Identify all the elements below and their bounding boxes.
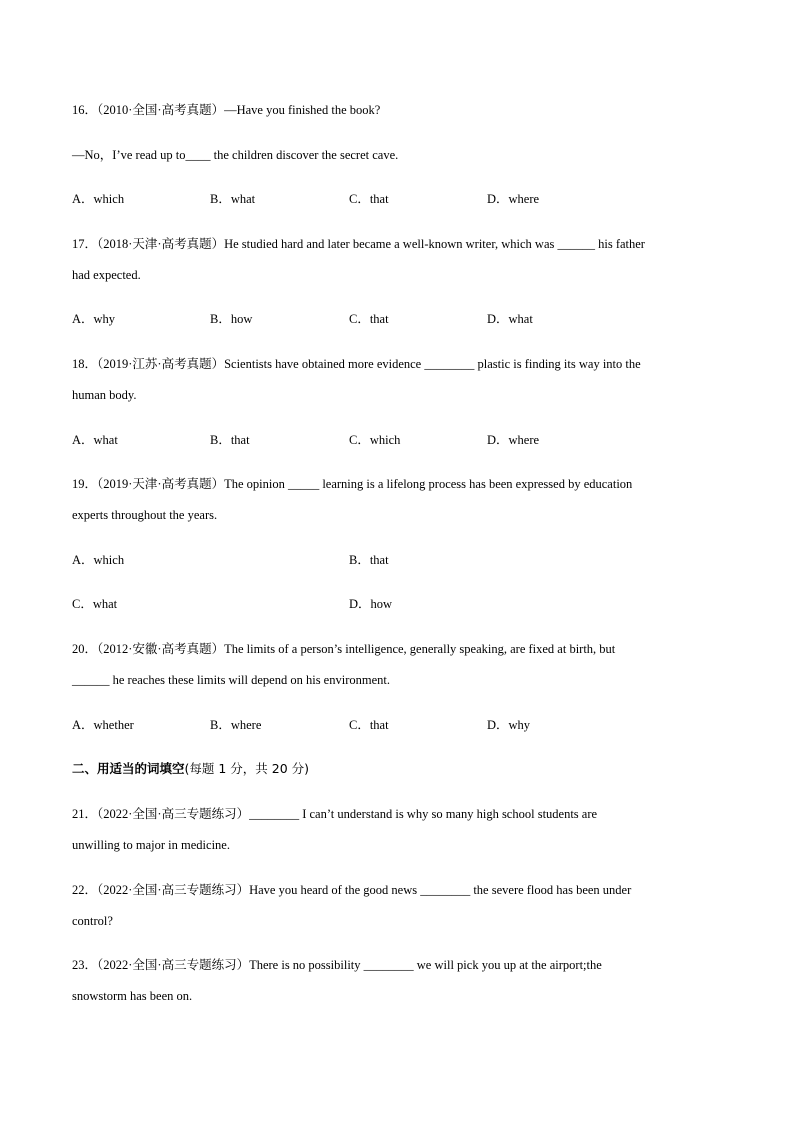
section-title: 二、用适当的词填空 [72,761,185,776]
q16-option-a: A．which [72,192,125,206]
q21-stem-cont: unwilling to major in medicine. [72,838,230,852]
q16-stem: 16．（2010·全国·高考真题）—Have you finished the book? [72,103,381,117]
q17-stem: 17．（2018·天津·高考真题）He studied hard and later became a well-known writer, which was ______ his father [72,237,645,251]
q16-option-d: D．where [487,192,540,206]
q16-option-c: C．that [349,192,389,206]
q18-option-a: A．what [72,433,118,447]
q18-stem-cont: human body. [72,388,137,402]
q17-option-c: C．that [349,312,389,326]
q19-stem-cont: experts throughout the years. [72,508,218,522]
q17-option-a: A．why [72,312,116,326]
section-heading [72,761,309,777]
q21-stem: 21．（2022·全国·高三专题练习）________ I can’t understand is why so many high school students are [72,807,598,821]
q18-option-d: D．where [487,433,540,447]
q19-option-c: C．what [72,597,118,611]
q20-stem-cont: ______ he reaches these limits will depend on his environment. [72,673,390,687]
q18-stem: 18．（2019·江苏·高考真题）Scientists have obtained more evidence ________ plastic is finding its way into the [72,357,641,371]
q23-stem-cont: snowstorm has been on. [72,989,193,1003]
q19-option-a: A．which [72,553,125,567]
q20-option-b: B．where [210,718,262,732]
q20-option-c: C．that [349,718,389,732]
q19-option-d: D．how [349,597,393,611]
q22-stem-cont: control? [72,914,113,928]
q19-stem: 19．（2019·天津·高考真题）The opinion _____ learning is a lifelong process has been expressed by education [72,477,633,491]
q16-option-b: B．what [210,192,256,206]
q17-option-d: D．what [487,312,533,326]
q22-stem: 22．（2022·全国·高三专题练习）Have you heard of the good news ________ the severe flood has been under [72,883,632,897]
q17-stem-cont: had expected. [72,268,141,282]
q17-option-b: B．how [210,312,253,326]
q20-option-d: D．why [487,718,531,732]
q23-stem: 23．（2022·全国·高三专题练习）There is no possibility ________ we will pick you up at the airport;the [72,958,602,972]
section-scoring: (每题 1 分，共 20 分) [184,761,310,776]
q20-stem: 20．（2012·安徽·高考真题）The limits of a person’s intelligence, generally speaking, are fixed at birth, but [72,642,616,656]
q18-option-c: C．which [349,433,401,447]
q19-option-b: B．that [349,553,389,567]
q20-option-a: A．whether [72,718,134,732]
q16-stem-cont: —No，I’ve read up to____ the children discover the secret cave. [72,148,399,162]
q18-option-b: B．that [210,433,250,447]
